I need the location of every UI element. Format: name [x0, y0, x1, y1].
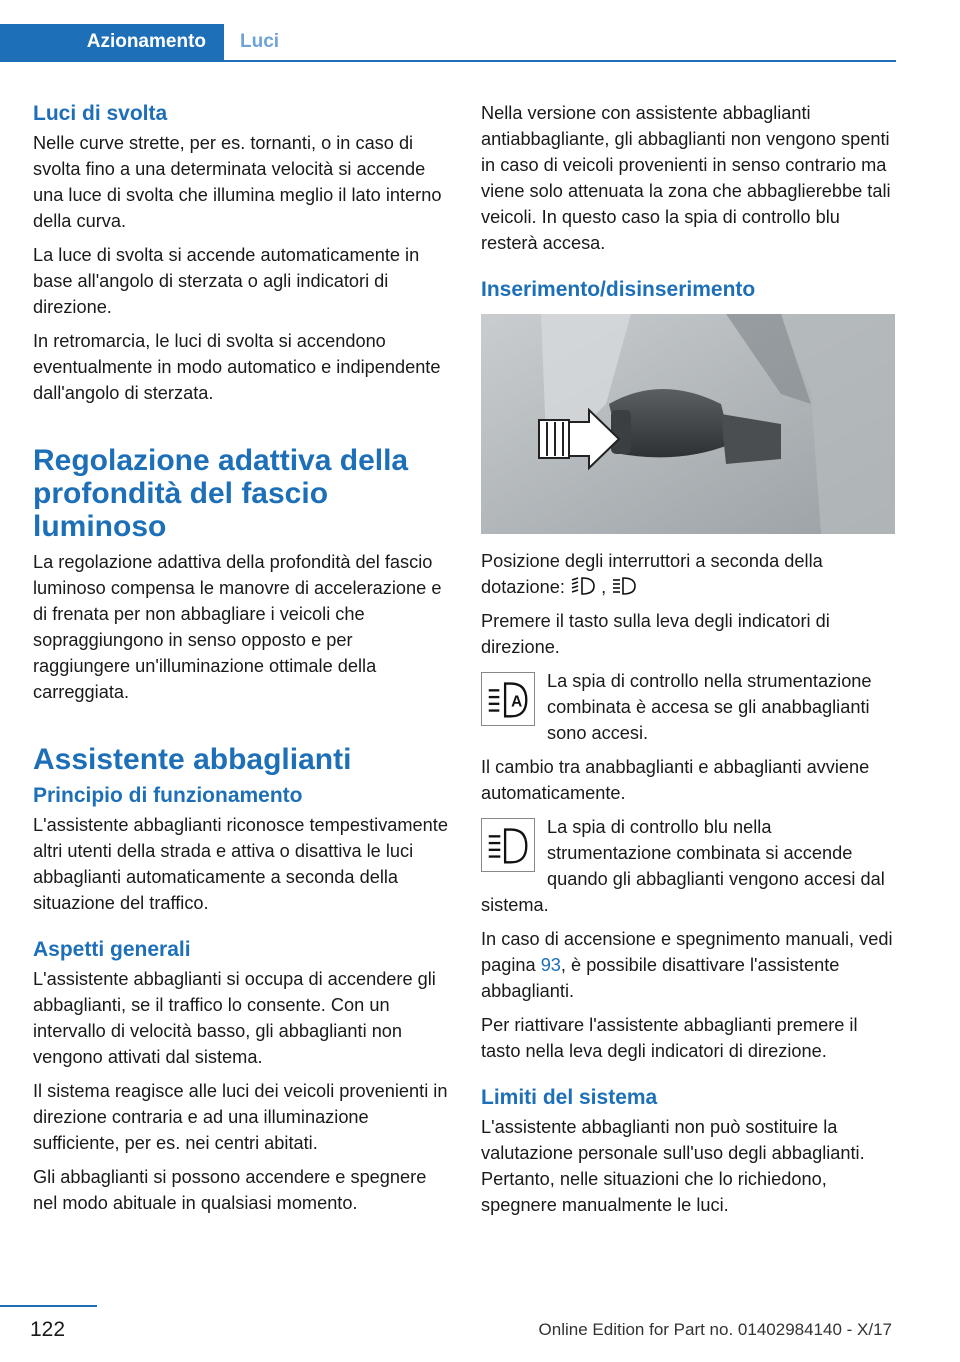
edition-note: Online Edition for Part no. 01402984140 - X/17 — [538, 1320, 892, 1339]
right-column — [481, 100, 897, 1226]
heading-aspetti-generali: Aspetti generali — [33, 938, 191, 961]
page-link[interactable]: 93 — [540, 955, 561, 975]
paragraph: In retromarcia, le luci di svolta si accendono eventualmente in modo automatico e indipendente dall'angolo di sterzata. — [33, 331, 441, 403]
high-beam-icon — [481, 818, 535, 872]
section-tab-luci[interactable] — [240, 24, 279, 60]
lever-button-illustration — [481, 314, 895, 534]
paragraph: Premere il tasto sulla leva degli indicatori di direzione. — [481, 611, 830, 657]
paragraph: La luce di svolta si accende automaticamente in base all'angolo di sterzata o agli indicatori di direzione. — [33, 245, 420, 317]
svg-text:A: A — [511, 693, 523, 711]
header-rule — [0, 60, 896, 62]
paragraph-text: , è possibile disattivare l'assistente abbaglianti. — [481, 955, 840, 1001]
indicator-text: La spia di controllo blu nella strumentazione combinata si accende quando gli abbaglianti vengono accesi dal sistema. — [481, 817, 885, 915]
paragraph — [481, 926, 897, 1004]
heading-regolazione-adattiva: Regolazione adattiva della profondità del fascio luminoso — [33, 444, 409, 543]
paragraph: Il sistema reagisce alle luci dei veicoli provenienti in direzione contraria e ad una illuminazione sufficiente, per es. nei centri abitati. — [33, 1081, 448, 1153]
page-header — [0, 24, 896, 62]
paragraph: L'assistente abbaglianti non può sostituire la valutazione personale sull'uso degli abbaglianti. Pertanto, nelle situazioni che lo richiedono, spegnere manualmente le luci. — [481, 1117, 865, 1215]
page-number: 122 — [30, 1318, 66, 1341]
paragraph: L'assistente abbaglianti riconosce tempestivamente altri utenti della strada e attiva o disattiva le luci abbaglianti automaticamente a seconda della situazione del traffico. — [33, 815, 448, 913]
paragraph: L'assistente abbaglianti si occupa di accendere gli abbaglianti, se il traffico lo consente. Con un intervallo di velocità basso, gli abbaglianti non vengono attivati dal sistema. — [33, 969, 436, 1067]
paragraph: Il cambio tra anabbaglianti e abbaglianti avviene automaticamente. — [481, 757, 870, 803]
section-tab-azionamento[interactable] — [0, 24, 224, 60]
indicator-note-high-beam-assist — [481, 668, 897, 746]
paragraph: Nelle curve strette, per es. tornanti, o in caso di svolta fino a una determinata velocità si accende una luce di svolta che illumina meglio il lato interno della curva. — [33, 133, 442, 231]
paragraph: La regolazione adattiva della profondità del fascio luminoso compensa le manovre di accelerazione e di frenata per non abbagliare i veicoli che sopraggiungono in senso opposto e per raggiungere un'illuminazione ottimale della carreggiata. — [33, 552, 442, 702]
heading-luci-di-svolta: Luci di svolta — [33, 102, 168, 125]
section-tab-label: Luci — [240, 31, 280, 52]
high-beam-assist-icon — [570, 575, 596, 597]
heading-limiti-del-sistema: Limiti del sistema — [481, 1086, 658, 1109]
footer-rule — [0, 1305, 97, 1307]
paragraph-text: Posizione degli interruttori a seconda della dotazione: — [481, 551, 823, 597]
paragraph-text: , — [601, 577, 607, 597]
high-beam-assist-icon — [481, 672, 535, 726]
heading-assistente-abbaglianti: Assistente abbaglianti — [33, 743, 352, 776]
high-beam-icon — [611, 575, 637, 597]
left-column — [33, 100, 449, 1224]
paragraph — [481, 548, 897, 600]
indicator-note-high-beam — [481, 814, 897, 918]
heading-principio-funzionamento: Principio di funzionamento — [33, 784, 303, 807]
paragraph-text: In caso di accensione e spegnimento manuali, vedi pagina — [481, 929, 893, 975]
paragraph: Per riattivare l'assistente abbaglianti premere il tasto nella leva degli indicatori di direzione. — [481, 1015, 858, 1061]
paragraph: Nella versione con assistente abbaglianti antiabbagliante, gli abbaglianti non vengono spenti in caso di veicoli provenienti in senso contrario ma viene solo attenuata la zona che abbaglierebbe tali veicoli. In questo caso la spia di controllo blu resterà accesa. — [481, 103, 891, 253]
paragraph: Gli abbaglianti si possono accendere e spegnere nel modo abituale in qualsiasi momento. — [33, 1167, 427, 1213]
heading-inserimento-disinserimento: Inserimento/disinserimento — [481, 278, 756, 301]
section-tab-label: Azionamento — [86, 31, 206, 52]
indicator-text: La spia di controllo nella strumentazione combinata è accesa se gli anabbaglianti sono accesi. — [547, 671, 872, 743]
